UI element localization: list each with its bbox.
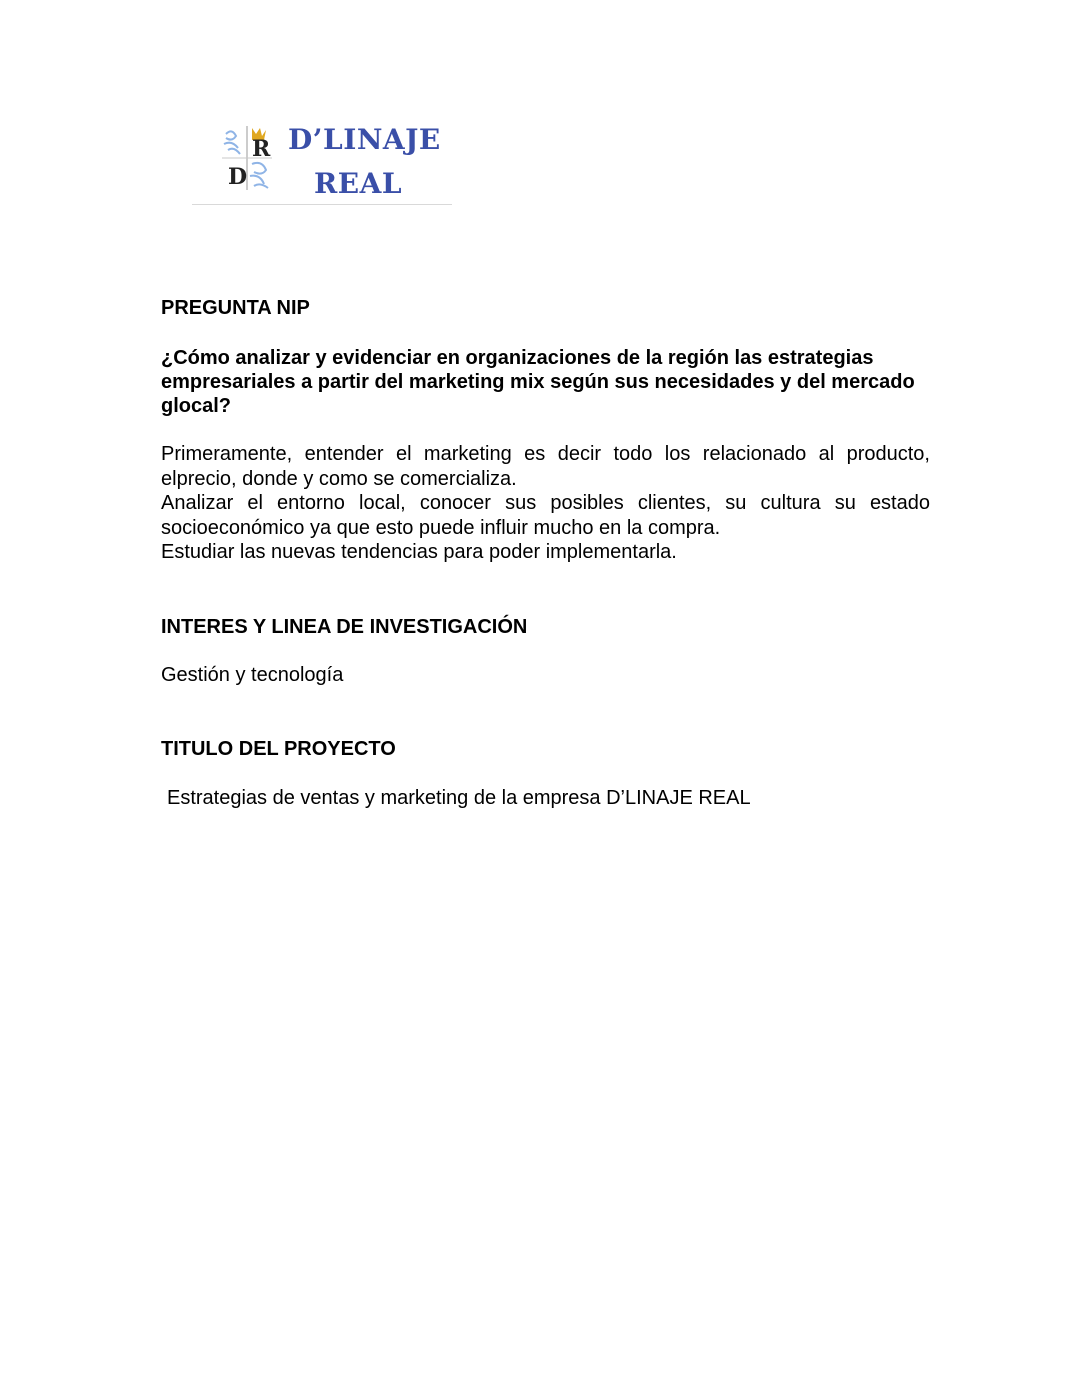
research-question: ¿Cómo analizar y evidenciar en organizaciones de la región las estrategias empresariales a partir del marketing mix según sus necesidades y del mercado glocal? xyxy=(161,347,915,417)
logo-line-1: D’LINAJE xyxy=(288,123,441,156)
document-body xyxy=(161,296,930,810)
rd-monogram-icon xyxy=(222,126,272,190)
research-line-text: Gestión y tecnología xyxy=(161,663,344,686)
logo-flourish-bottom-right xyxy=(250,163,268,188)
logo-mark-letter-r: R xyxy=(252,136,271,162)
section-heading-pregunta: PREGUNTA NIP xyxy=(161,297,310,319)
logo-line-2: REAL xyxy=(313,167,403,200)
answer-paragraphs xyxy=(161,442,930,565)
company-logo xyxy=(192,112,452,205)
logo-mark-letter-d: D xyxy=(228,164,248,190)
project-title-text: Estrategias de ventas y marketing de la empresa D’LINAJE REAL xyxy=(167,786,751,809)
logo-wordmark xyxy=(288,118,441,206)
paragraph-2: Analizar el entorno local, conocer sus posibles clientes, su cultura su estado socioeconómico ya que esto puede influir mucho en la compra. xyxy=(161,492,930,539)
section-heading-interes: INTERES Y LINEA DE INVESTIGACIÓN xyxy=(161,615,528,638)
logo-flourish-top-left xyxy=(224,131,240,154)
paragraph-1: Primeramente, entender el marketing es decir todo los relacionado al producto, elprecio, donde y como se comercializa. xyxy=(161,443,930,490)
section-heading-titulo: TITULO DEL PROYECTO xyxy=(161,737,396,760)
paragraph-3: Estudiar las nuevas tendencias para poder implementarla. xyxy=(161,541,677,563)
